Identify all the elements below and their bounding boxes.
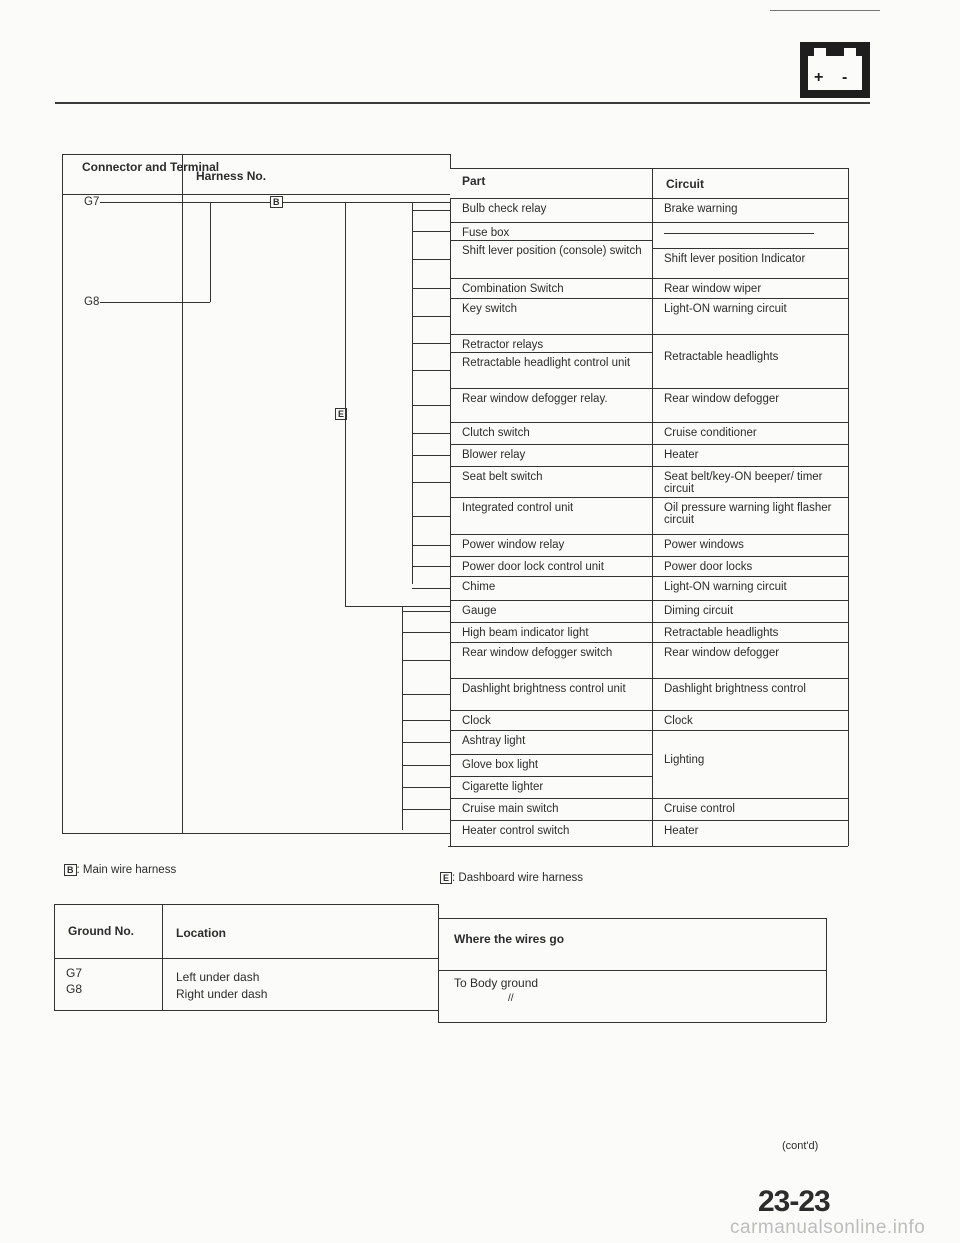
bus-e-horizontal <box>345 606 450 607</box>
part-label: Integrated control unit <box>462 502 574 514</box>
battery-minus: - <box>842 69 848 86</box>
part-row-separator <box>450 622 652 623</box>
part-row-separator <box>450 334 652 335</box>
circuit-label: Power door locks <box>664 561 753 573</box>
part-label: Retractor relays <box>462 339 544 351</box>
branch-wire <box>412 259 450 260</box>
part-label: Retractable headlight control unit <box>462 357 631 369</box>
frame-bottom-right <box>448 846 848 847</box>
legend-dashboard-harness: E : Dashboard wire harness <box>440 872 583 884</box>
branch-wire <box>412 588 450 589</box>
part-row-separator <box>450 497 652 498</box>
circuit-row-separator <box>652 422 848 423</box>
circuit-label: Retractable headlights <box>664 351 779 363</box>
branch-wire <box>402 720 450 721</box>
circuit-row-separator <box>652 198 848 199</box>
branch-wire <box>412 516 450 517</box>
part-label: Glove box light <box>462 759 539 771</box>
part-label: Power door lock control unit <box>462 561 604 573</box>
part-label: Dashlight brightness control unit <box>462 683 626 695</box>
frame-step <box>450 154 451 168</box>
part-row-separator <box>450 240 652 241</box>
watermark: carmanualsonline.info <box>730 1217 926 1238</box>
part-label: Clutch switch <box>462 427 530 439</box>
battery-post-left <box>814 48 826 56</box>
part-row-separator <box>450 678 652 679</box>
circuit-row-separator <box>652 678 848 679</box>
circuit-label: Light-ON warning circuit <box>664 303 787 315</box>
header-circuit: Circuit <box>666 177 705 191</box>
battery-body <box>808 56 862 90</box>
gt-hdr-sep-right <box>438 970 826 971</box>
part-label: Rear window defogger switch <box>462 647 613 659</box>
part-label: Rear window defogger relay. <box>462 393 608 405</box>
circuit-label: Clock <box>664 715 693 727</box>
branch-wire <box>402 787 450 788</box>
part-row-separator <box>450 600 652 601</box>
part-row-separator <box>450 754 652 755</box>
part-label: Chime <box>462 581 496 593</box>
branch-wire <box>402 809 450 810</box>
branch-wire <box>402 833 450 834</box>
part-row-separator <box>450 798 652 799</box>
circuit-label: Brake warning <box>664 203 738 215</box>
branch-wire <box>412 231 450 232</box>
terminal-g8: G8 <box>84 296 100 308</box>
part-row-separator <box>450 576 652 577</box>
harness-label-main: B <box>270 196 283 208</box>
circuit-label: Lighting <box>664 754 705 766</box>
part-label: Ashtray light <box>462 735 526 747</box>
branch-wire <box>412 545 450 546</box>
branch-wire <box>412 343 450 344</box>
branch-wire <box>412 405 450 406</box>
circuit-label: Shift lever position Indicator <box>664 253 806 265</box>
frame-right <box>848 168 849 846</box>
part-label: Cruise main switch <box>462 803 559 815</box>
gt-location-left: Left under dash <box>176 970 260 984</box>
circuit-row-separator <box>652 730 848 731</box>
page-number: 23-23 <box>758 1185 830 1218</box>
top-rule-small <box>770 10 880 11</box>
circuit-row-separator <box>652 534 848 535</box>
circuit-row-separator <box>652 556 848 557</box>
battery-post-right <box>844 48 856 56</box>
part-label: Cigarette lighter <box>462 781 544 793</box>
gt-col-1 <box>162 904 163 1010</box>
part-label: Power window relay <box>462 539 565 551</box>
part-row-separator <box>450 422 652 423</box>
circuit-row-separator <box>652 600 848 601</box>
part-row-separator <box>450 222 652 223</box>
part-label: Blower relay <box>462 449 526 461</box>
circuit-row-separator <box>652 622 848 623</box>
part-row-separator <box>450 444 652 445</box>
gt-ground-g8: G8 <box>66 982 83 996</box>
frame-bottom-left <box>62 833 448 834</box>
branch-wire <box>402 660 450 661</box>
circuit-row-separator <box>652 278 848 279</box>
part-row-separator <box>450 534 652 535</box>
branch-wire <box>402 632 450 633</box>
part-label: High beam indicator light <box>462 627 589 639</box>
circuit-label: Cruise control <box>664 803 735 815</box>
part-label: Key switch <box>462 303 517 315</box>
gt-top-left <box>54 904 438 905</box>
gt-location-right: Right under dash <box>176 987 268 1001</box>
gt-step <box>438 904 439 918</box>
col-sep-1 <box>182 154 183 833</box>
circuit-label: Diming circuit <box>664 605 734 617</box>
legend-main-harness: B : Main wire harness <box>64 864 176 876</box>
header-bottom-left <box>62 194 450 195</box>
circuit-label: Seat belt/key-ON beeper/ timer circuit <box>664 471 823 495</box>
part-label: Seat belt switch <box>462 471 543 483</box>
part-row-separator <box>450 556 652 557</box>
bus-main-lower <box>402 606 403 830</box>
header-connector: Connector and Terminal <box>82 160 220 174</box>
battery-icon <box>800 42 870 98</box>
circuit-row-separator <box>652 576 848 577</box>
frame-top-right <box>450 168 848 169</box>
branch-wire <box>412 288 450 289</box>
empty-circuit-dash <box>664 233 814 234</box>
circuit-label: Oil pressure warning light flasher circuit <box>664 502 832 526</box>
branch-wire <box>412 210 450 211</box>
part-row-separator <box>450 298 652 299</box>
gt-where-2: // <box>508 993 514 1004</box>
part-label: Fuse box <box>462 227 510 239</box>
circuit-row-separator <box>652 298 848 299</box>
circuit-label: Rear window wiper <box>664 283 762 295</box>
gt-right <box>826 918 827 1022</box>
frame-left <box>62 154 63 834</box>
circuit-label: Light-ON warning circuit <box>664 581 787 593</box>
circuit-label: Power windows <box>664 539 744 551</box>
gt-bottom-right <box>438 1022 826 1023</box>
circuit-label: Heater <box>664 825 699 837</box>
gt-hdr-sep-left <box>54 958 438 959</box>
part-row-separator <box>450 278 652 279</box>
circuit-label: Rear window defogger <box>664 647 780 659</box>
header-part: Part <box>462 174 486 188</box>
branch-wire <box>402 694 450 695</box>
gt-top-right <box>438 918 826 919</box>
branch-wire <box>412 566 450 567</box>
circuit-row-separator <box>652 222 848 223</box>
circuit-row-separator <box>652 334 848 335</box>
col-sep-3 <box>652 168 653 846</box>
circuit-label: Retractable headlights <box>664 627 779 639</box>
part-label: Bulb check relay <box>462 203 547 215</box>
part-row-separator <box>450 710 652 711</box>
part-row-separator <box>450 730 652 731</box>
part-label: Gauge <box>462 605 497 617</box>
part-label: Heater control switch <box>462 825 570 837</box>
branch-wire <box>402 742 450 743</box>
part-row-separator <box>450 388 652 389</box>
part-row-separator <box>450 820 652 821</box>
circuit-row-separator <box>652 248 848 249</box>
branch-wire <box>412 370 450 371</box>
circuit-row-separator <box>652 710 848 711</box>
part-row-separator <box>450 198 652 199</box>
circuit-label: Cruise conditioner <box>664 427 757 439</box>
battery-plus: + <box>814 69 824 86</box>
gt-where-1: To Body ground <box>454 976 539 990</box>
col-sep-2 <box>450 198 451 846</box>
part-row-separator <box>450 466 652 467</box>
circuit-row-separator <box>652 444 848 445</box>
harness-label-dashboard: E <box>335 408 347 420</box>
circuit-row-separator <box>652 388 848 389</box>
circuit-row-separator <box>652 642 848 643</box>
part-label: Shift lever position (console) switch <box>462 245 642 257</box>
part-row-separator <box>450 642 652 643</box>
circuit-row-separator <box>652 466 848 467</box>
branch-wire <box>412 482 450 483</box>
part-row-separator <box>450 352 652 353</box>
wire-g8-riser <box>210 202 211 302</box>
gt-left <box>54 904 55 1010</box>
branch-wire <box>402 611 450 612</box>
part-label: Clock <box>462 715 491 727</box>
circuit-row-separator <box>652 798 848 799</box>
wire-g8 <box>100 302 210 303</box>
branch-wire <box>402 765 450 766</box>
branch-wire <box>412 433 450 434</box>
gt-header-where: Where the wires go <box>454 932 565 946</box>
header-harness: Harness No. <box>196 169 267 183</box>
circuit-row-separator <box>652 497 848 498</box>
gt-bottom-left <box>54 1010 438 1011</box>
gt-ground-g7: G7 <box>66 966 83 980</box>
part-row-separator <box>450 776 652 777</box>
gt-header-location: Location <box>176 926 226 940</box>
gt-header-ground: Ground No. <box>68 924 134 938</box>
header-rule <box>55 102 870 104</box>
circuit-label: Dashlight brightness control <box>664 683 806 695</box>
branch-wire <box>412 455 450 456</box>
continued-note: (cont'd) <box>782 1140 819 1152</box>
circuit-label: Rear window defogger <box>664 393 780 405</box>
part-label: Combination Switch <box>462 283 564 295</box>
bus-e-vertical <box>345 202 346 606</box>
terminal-g7: G7 <box>84 196 100 208</box>
branch-wire <box>412 316 450 317</box>
circuit-row-separator <box>652 820 848 821</box>
circuit-label: Heater <box>664 449 699 461</box>
frame-top-left <box>62 154 450 155</box>
